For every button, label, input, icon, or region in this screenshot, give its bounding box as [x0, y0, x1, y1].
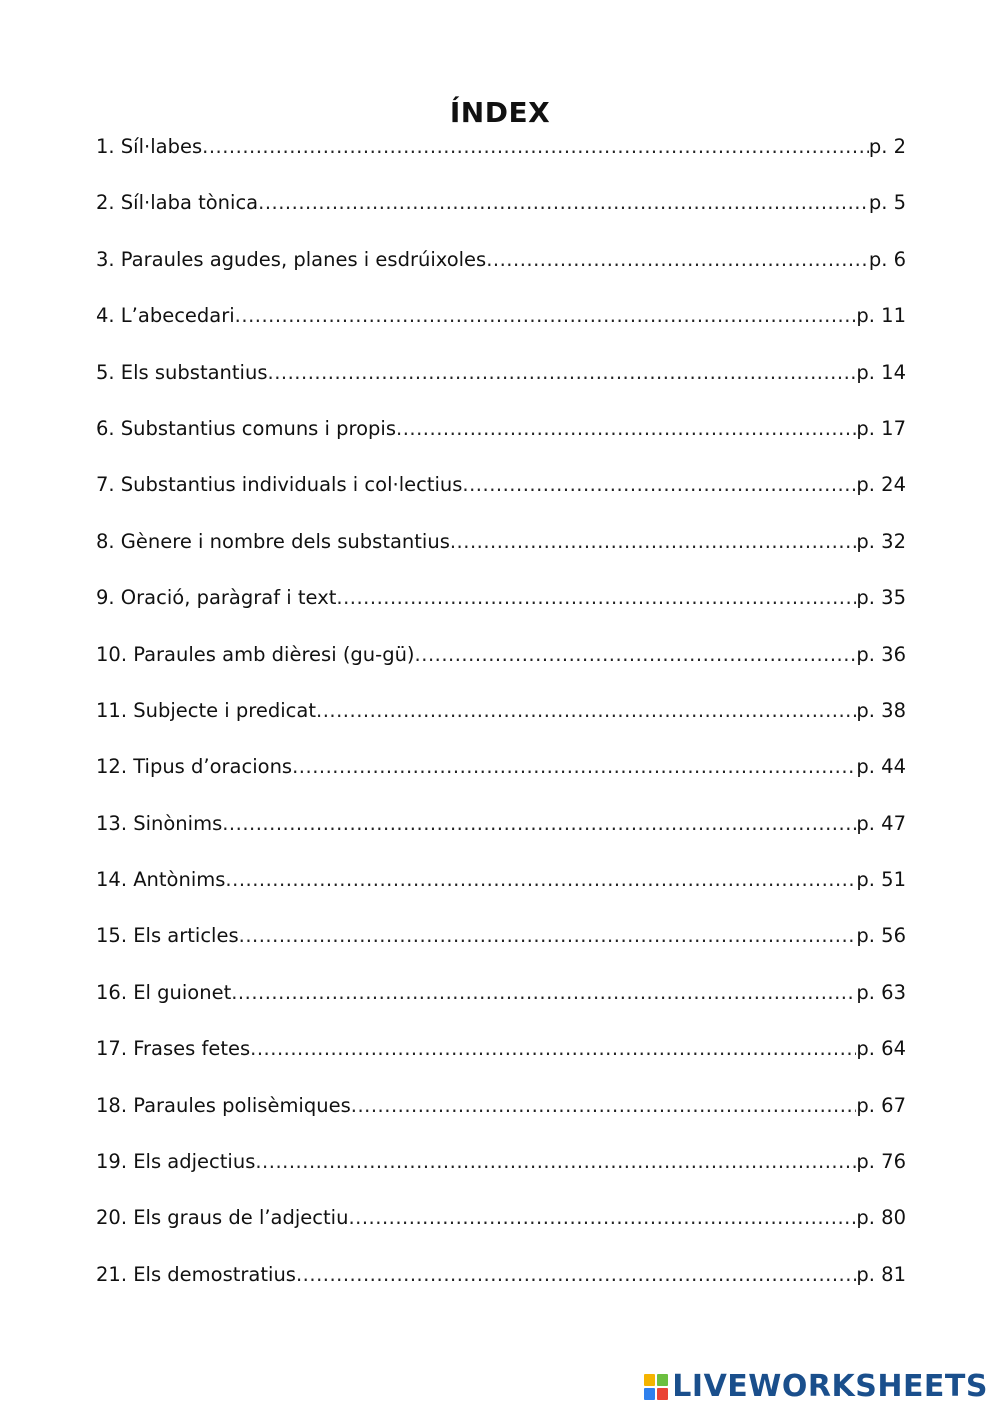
toc-entry-page: p. 56 [856, 924, 906, 948]
toc-dot-leader [316, 694, 856, 728]
toc-dot-leader [396, 412, 856, 446]
toc-entry-label: 14. Antònims [96, 868, 226, 892]
liveworksheets-brand[interactable] [644, 1369, 988, 1404]
toc-dot-leader [486, 243, 869, 277]
toc-entry-label: 4. L’abecedari [96, 304, 235, 328]
toc-entry-label: 15. Els articles [96, 924, 239, 948]
liveworksheets-logo-icon [644, 1374, 668, 1400]
logo-square-2 [657, 1374, 668, 1386]
toc-entry-page: p. 47 [856, 811, 906, 835]
toc-entry-label: 19. Els adjectius [96, 1150, 256, 1174]
logo-square-1 [644, 1374, 655, 1386]
page-title: ÍNDEX [449, 96, 551, 129]
toc-dot-leader [462, 468, 856, 502]
toc-entry-label: 16. El guionet [96, 980, 232, 1004]
toc-dot-leader [239, 919, 857, 953]
toc-entry-page: p. 80 [856, 1206, 906, 1230]
toc-entry-label: 12. Tipus d’oracions [96, 755, 293, 779]
toc-entry[interactable] [96, 468, 906, 524]
toc-dot-leader [348, 1201, 856, 1235]
toc-entry-label: 5. Els substantius [96, 360, 268, 384]
toc-entry-page: p. 2 [868, 135, 906, 158]
toc-dot-leader [296, 1258, 856, 1292]
toc-entry-label: 13. Sinònims [96, 811, 223, 835]
toc-entry[interactable] [96, 412, 906, 468]
toc-entry[interactable] [96, 1032, 906, 1088]
toc-entry[interactable] [96, 976, 906, 1032]
toc-entry[interactable] [96, 1089, 906, 1145]
toc-dot-leader [250, 1032, 856, 1066]
toc-dot-leader [255, 1145, 856, 1179]
toc-entry-label: 9. Oració, paràgraf i text [96, 586, 337, 610]
toc-entry-label: 18. Paraules polisèmiques [96, 1093, 351, 1117]
toc-entry-label: 3. Paraules agudes, planes i esdrúixoles [96, 247, 487, 271]
toc-entry-label: 11. Subjecte i predicat [96, 698, 316, 722]
toc-entry-page: p. 32 [856, 529, 906, 553]
toc-entry-label: 10. Paraules amb dièresi (gu-gü) [96, 642, 415, 666]
toc-dot-leader [222, 807, 856, 841]
toc-entry-label: 6. Substantius comuns i propis [96, 416, 397, 440]
toc-dot-leader [450, 525, 857, 559]
toc-entry-label: 8. Gènere i nombre dels substantius [96, 529, 450, 553]
toc-entry-page: p. 24 [856, 473, 906, 497]
toc-entry[interactable] [96, 1258, 906, 1314]
toc-entry[interactable] [96, 299, 906, 355]
toc-entry-page: p. 76 [856, 1150, 906, 1174]
toc-entry-page: p. 11 [856, 304, 906, 328]
toc-entry-page: p. 63 [856, 980, 906, 1004]
toc-entry[interactable] [96, 638, 906, 694]
toc-dot-leader [292, 750, 856, 784]
toc-entry[interactable] [96, 919, 906, 975]
toc-dot-leader [225, 863, 856, 897]
table-of-contents [96, 130, 906, 1314]
toc-dot-leader [235, 299, 857, 333]
toc-entry-page: p. 38 [856, 698, 906, 722]
brand-wordmark: LIVEWORKSHEETS [672, 1369, 988, 1404]
toc-entry-page: p. 35 [856, 586, 906, 610]
toc-entry[interactable] [96, 863, 906, 919]
toc-dot-leader [258, 186, 869, 220]
toc-dot-leader [351, 1089, 857, 1123]
toc-entry-page: p. 17 [856, 416, 906, 440]
toc-entry[interactable] [96, 581, 906, 637]
toc-dot-leader [202, 130, 869, 164]
toc-entry[interactable] [96, 130, 906, 186]
toc-entry[interactable] [96, 807, 906, 863]
toc-entry-page: p. 67 [856, 1093, 906, 1117]
toc-entry-page: p. 44 [856, 755, 906, 779]
toc-entry-page: p. 36 [856, 642, 906, 666]
toc-entry-page: p. 14 [856, 360, 906, 384]
toc-entry-label: 21. Els demostratius [96, 1262, 296, 1286]
toc-entry-page: p. 81 [856, 1262, 906, 1286]
logo-square-3 [644, 1388, 655, 1400]
toc-entry-label: 1. Síl·labes [96, 135, 203, 158]
toc-dot-leader [336, 581, 856, 615]
toc-entry-page: p. 6 [868, 247, 906, 271]
toc-entry-page: p. 51 [856, 868, 906, 892]
toc-entry[interactable] [96, 525, 906, 581]
toc-dot-leader [231, 976, 856, 1010]
toc-entry-label: 2. Síl·laba tònica [96, 191, 259, 215]
logo-square-4 [657, 1388, 668, 1400]
toc-entry-page: p. 64 [856, 1037, 906, 1061]
toc-entry[interactable] [96, 356, 906, 412]
toc-entry-label: 7. Substantius individuals i col·lectius [96, 473, 463, 497]
toc-dot-leader [415, 638, 857, 672]
toc-entry[interactable] [96, 694, 906, 750]
toc-entry-label: 20. Els graus de l’adjectiu [96, 1206, 349, 1230]
toc-entry[interactable] [96, 186, 906, 242]
toc-entry[interactable] [96, 1201, 906, 1257]
toc-entry[interactable] [96, 1145, 906, 1201]
toc-entry[interactable] [96, 243, 906, 299]
toc-dot-leader [268, 356, 857, 390]
toc-entry[interactable] [96, 750, 906, 806]
toc-entry-label: 17. Frases fetes [96, 1037, 251, 1061]
toc-entry-page: p. 5 [868, 191, 906, 215]
